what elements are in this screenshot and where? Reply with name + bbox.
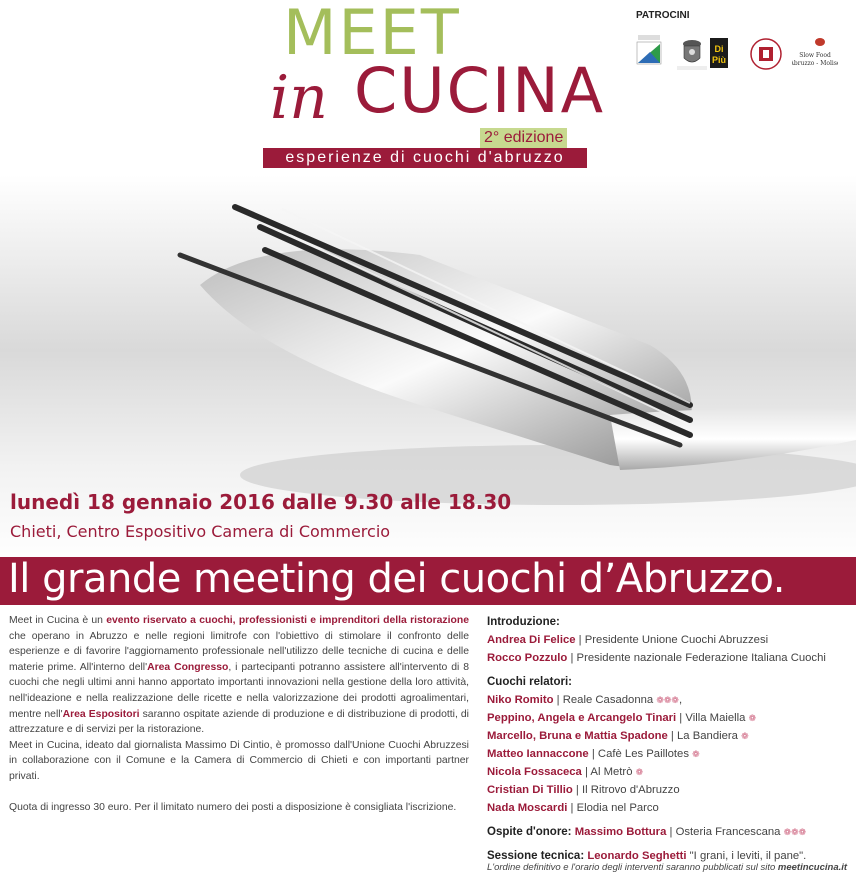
chef-name: Peppino, Angela e Arcangelo Tinari bbox=[487, 712, 677, 724]
list-item bbox=[487, 727, 852, 745]
chef-name: Marcello, Bruna e Mattia Spadone bbox=[487, 730, 668, 742]
logo-cucina-text: CUCINA bbox=[354, 54, 606, 127]
event-date: lunedì 18 gennaio 2016 dalle 9.30 alle 18.30 bbox=[10, 490, 512, 514]
list-item bbox=[487, 649, 852, 667]
chef-name: Niko Romito bbox=[487, 694, 554, 706]
list-item bbox=[487, 799, 852, 817]
logo-meet-text: MEET bbox=[283, 0, 461, 69]
chefs-heading: Cuochi relatori: bbox=[487, 676, 572, 688]
tech-session-title: "I grani, i leviti, il pane". bbox=[686, 850, 807, 862]
website-link[interactable]: meetincucina.it bbox=[777, 862, 848, 873]
svg-text:Più: Più bbox=[711, 55, 727, 65]
description-text: Meet in Cucina è un bbox=[9, 615, 107, 626]
footer-text: L'ordine definitivo e l'orario degli interventi saranno pubblicati sul sito bbox=[487, 862, 778, 873]
chef-restaurant: | Al Metrò bbox=[581, 766, 636, 778]
speaker-name: Andrea Di Felice bbox=[487, 634, 576, 646]
chef-list bbox=[487, 691, 852, 817]
chef-restaurant: | Cafè Les Paillotes bbox=[588, 748, 693, 760]
list-item bbox=[487, 745, 852, 763]
chef-restaurant: | La Bandiera bbox=[667, 730, 742, 742]
svg-text:Slow Food: Slow Food bbox=[799, 52, 831, 59]
chef-restaurant: | Reale Casadonna bbox=[553, 694, 657, 706]
area-espositori-highlight: Area Espositori bbox=[62, 708, 140, 720]
michelin-star-icon: ❁ bbox=[635, 767, 644, 777]
description-text: , i partecipanti potranno assistere all'intervento di 8 cuochi che negli ultimi anni hanno apportato importanti innovazioni nella gestione della loro attività, nell'ideazione e nella realizzazione delle ricette e nella valorizzazione dei prodotti agroalimentari, mentre nell' bbox=[9, 661, 469, 720]
fic-logo-icon bbox=[748, 32, 784, 72]
list-item bbox=[487, 763, 852, 781]
event-location: Chieti, Centro Espositivo Camera di Commercio bbox=[10, 522, 391, 541]
chef-restaurant: | Elodia nel Parco bbox=[567, 802, 659, 814]
description-paragraph-3: Quota di ingresso 30 euro. Per il limitato numero dei posti a disposizione è consigliata l'iscrizione. bbox=[9, 801, 457, 813]
description-paragraph-1 bbox=[9, 613, 469, 738]
svg-text:Abruzzo - Molise: Abruzzo - Molise bbox=[792, 60, 838, 67]
description-text: che operano in Abruzzo e nelle regioni limitrofe con l'obiettivo di stimolare il confronto delle esperienze e di favorire l'aggiornamento professionale nell'utilizzo delle tecniche di cucina e delle materie prime. All'interno dell' bbox=[9, 630, 469, 673]
svg-text:Di: Di bbox=[714, 44, 724, 54]
chef-name: Nada Moscardi bbox=[487, 802, 568, 814]
headline-title: Il grande meeting dei cuochi d’Abruzzo. bbox=[8, 556, 785, 602]
event-description bbox=[9, 613, 469, 815]
sponsors-label: PATROCINI bbox=[636, 10, 690, 21]
description-highlight: evento riservato a cuochi, professionisti e imprenditori della ristorazione bbox=[106, 615, 469, 626]
michelin-star-icon: ❁ bbox=[741, 731, 749, 741]
comune-chieti-crest-icon bbox=[675, 32, 709, 72]
chef-restaurant: | Villa Maiella bbox=[676, 712, 749, 724]
chef-suffix: , bbox=[678, 694, 683, 706]
list-item bbox=[487, 781, 852, 799]
guest-heading: Ospite d'onore: bbox=[487, 826, 575, 838]
programme bbox=[487, 613, 852, 865]
tech-heading: Sessione tecnica: bbox=[487, 850, 588, 862]
logo-tagline: esperienze di cuochi d'abruzzo bbox=[263, 148, 587, 168]
dipiu-logo-icon bbox=[710, 32, 728, 72]
footer-note bbox=[487, 862, 847, 873]
list-item bbox=[487, 709, 852, 727]
edition-badge: 2° edizione bbox=[480, 128, 567, 148]
regione-abruzzo-logo-icon bbox=[636, 32, 662, 72]
chef-restaurant: | Il Ritrovo d'Abruzzo bbox=[572, 784, 680, 796]
speaker-role: | Presidente Unione Cuochi Abruzzesi bbox=[575, 634, 769, 646]
description-text: saranno ospitate aziende di produzione e di distribuzione di prodotti, di attrezzature e di servizi per la ristorazione. bbox=[9, 708, 469, 736]
slow-food-logo-icon bbox=[792, 32, 838, 72]
area-congresso-highlight: Area Congresso bbox=[147, 661, 229, 673]
intro-heading: Introduzione: bbox=[487, 616, 560, 628]
tech-speaker-name: Leonardo Seghetti bbox=[587, 850, 687, 862]
guest-of-honour bbox=[487, 823, 852, 841]
guest-name: Massimo Bottura bbox=[574, 826, 667, 838]
list-item bbox=[487, 691, 852, 709]
speaker-role: | Presidente nazionale Federazione Italiana Cuochi bbox=[567, 652, 826, 664]
chef-name: Cristian Di Tillio bbox=[487, 784, 573, 796]
speaker-name: Rocco Pozzulo bbox=[487, 652, 568, 664]
chef-name: Matteo Iannaccone bbox=[487, 748, 589, 760]
michelin-star-icon: ❁ bbox=[692, 749, 700, 759]
michelin-star-icon: ❁❁❁ bbox=[656, 695, 679, 705]
list-item bbox=[487, 631, 852, 649]
description-paragraph-2: Meet in Cucina, ideato dal giornalista Massimo Di Cintio, è promosso dall'Unione Cuochi Abruzzesi in collaborazione con il Comune e la Camera di Commercio di Chieti e con importanti partner privati. bbox=[9, 739, 469, 782]
logo-in-text: in bbox=[270, 63, 328, 133]
michelin-star-icon: ❁ bbox=[748, 713, 757, 723]
chef-name: Nicola Fossaceca bbox=[487, 766, 582, 778]
michelin-star-icon: ❁❁❁ bbox=[783, 827, 807, 837]
guest-restaurant: | Osteria Francescana bbox=[666, 826, 784, 838]
